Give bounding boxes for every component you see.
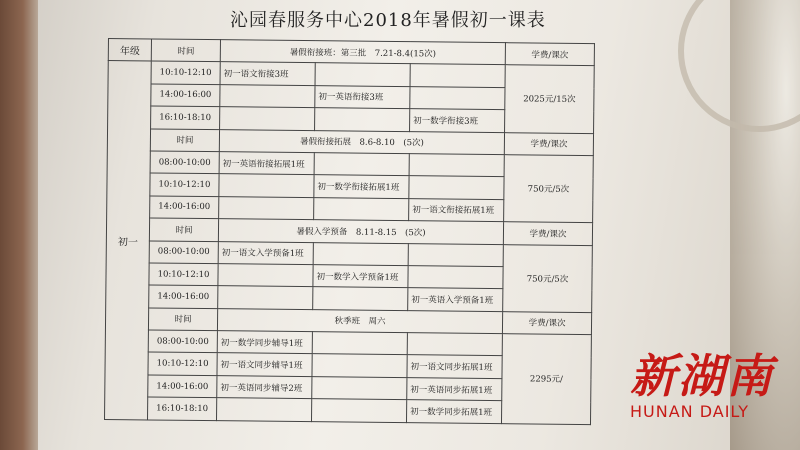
time-cell: 10:10-12:10: [148, 352, 217, 375]
class-cell: 初一英语入学预备1班: [408, 288, 503, 311]
fee-cell: 750元/5次: [503, 244, 593, 312]
time-cell: 14:00-16:00: [150, 196, 219, 219]
class-cell: [311, 399, 406, 422]
class-cell: 初一语文衔接拓展1班: [409, 198, 504, 221]
watermark-main-text: 新湖南: [630, 349, 774, 403]
grade-cell: 初一: [105, 61, 152, 420]
time-cell: 14:00-16:00: [151, 84, 220, 107]
glass-rim: [678, 0, 800, 132]
watermark-sub-text: HUNAN DAILY: [630, 402, 749, 421]
class-cell: 初一语文同步拓展1班: [407, 355, 502, 378]
class-cell: 初一数学同步辅导1班: [217, 331, 312, 354]
class-cell: 初一数学衔接拓展1班: [314, 175, 409, 198]
time-header: 时间: [148, 308, 217, 331]
grade-header: 年级: [108, 39, 151, 62]
time-cell: 10:10-12:10: [149, 263, 218, 286]
class-cell: [312, 332, 407, 355]
class-cell: [313, 287, 408, 310]
class-cell: 初一语文衔接3班: [220, 62, 315, 85]
class-cell: [408, 243, 503, 266]
class-cell: 初一语文同步辅导1班: [217, 353, 312, 376]
fee-header: 学费/课次: [504, 132, 593, 155]
time-cell: 10:10-12:10: [150, 173, 219, 196]
class-cell: [312, 354, 407, 377]
section-label: 暑假衔接拓展 8.6-8.10 (5次): [219, 129, 504, 154]
table-edge-left: [0, 0, 38, 450]
class-cell: 初一数学入学预备1班: [313, 265, 408, 288]
class-cell: [217, 398, 312, 421]
class-cell: 初一数学同步拓展1班: [406, 400, 501, 423]
class-cell: [219, 196, 314, 219]
section-label: 暑假入学预备 8.11-8.15 (5次): [218, 219, 503, 244]
fee-header: 学费/课次: [505, 43, 594, 66]
time-cell: 14:00-16:00: [148, 375, 217, 398]
time-cell: 10:10-12:10: [151, 61, 220, 84]
section-label: 暑假衔接班：第三批 7.21-8.4(15次): [220, 40, 505, 65]
class-cell: [313, 242, 408, 265]
class-cell: [409, 154, 504, 177]
class-cell: 初一英语衔接拓展1班: [219, 152, 314, 175]
time-header: 时间: [149, 218, 218, 241]
time-header: 时间: [150, 129, 219, 152]
class-cell: [410, 86, 505, 109]
class-cell: 初一英语衔接3班: [315, 85, 410, 108]
class-cell: [408, 266, 503, 289]
watermark-logo: [630, 340, 800, 421]
class-cell: 初一英语同步辅导2班: [217, 376, 312, 399]
fee-cell: 2295元/: [501, 334, 591, 424]
section-label: 秋季班 周六: [217, 308, 502, 333]
class-cell: [409, 176, 504, 199]
time-cell: 16:10-18:10: [148, 397, 217, 420]
time-cell: 08:00-10:00: [149, 240, 218, 263]
fee-cell: 750元/5次: [504, 155, 594, 223]
fee-header: 学费/课次: [503, 222, 592, 245]
fee-cell: 2025元/15次: [505, 65, 595, 133]
class-cell: [407, 333, 502, 356]
time-cell: 16:10-18:10: [151, 106, 220, 129]
class-cell: [220, 107, 315, 130]
time-cell: 08:00-10:00: [150, 151, 219, 174]
class-cell: [410, 64, 505, 87]
class-cell: [220, 84, 315, 107]
class-cell: [218, 286, 313, 309]
class-cell: 初一语文入学预备1班: [218, 241, 313, 264]
schedule-table: [104, 38, 595, 425]
document-title: 沁园春服务中心2018年暑假初一课表: [230, 10, 546, 31]
time-header: 时间: [151, 39, 220, 62]
class-cell: [218, 264, 313, 287]
class-cell: [312, 377, 407, 400]
time-cell: 14:00-16:00: [149, 285, 218, 308]
time-cell: 08:00-10:00: [148, 330, 217, 353]
class-cell: [314, 197, 409, 220]
class-cell: [314, 153, 409, 176]
class-cell: [219, 174, 314, 197]
class-cell: [315, 108, 410, 131]
class-cell: [315, 63, 410, 86]
fee-header: 学费/课次: [502, 311, 591, 334]
class-cell: 初一英语同步拓展1班: [407, 378, 502, 401]
class-cell: 初一数学衔接3班: [410, 109, 505, 132]
